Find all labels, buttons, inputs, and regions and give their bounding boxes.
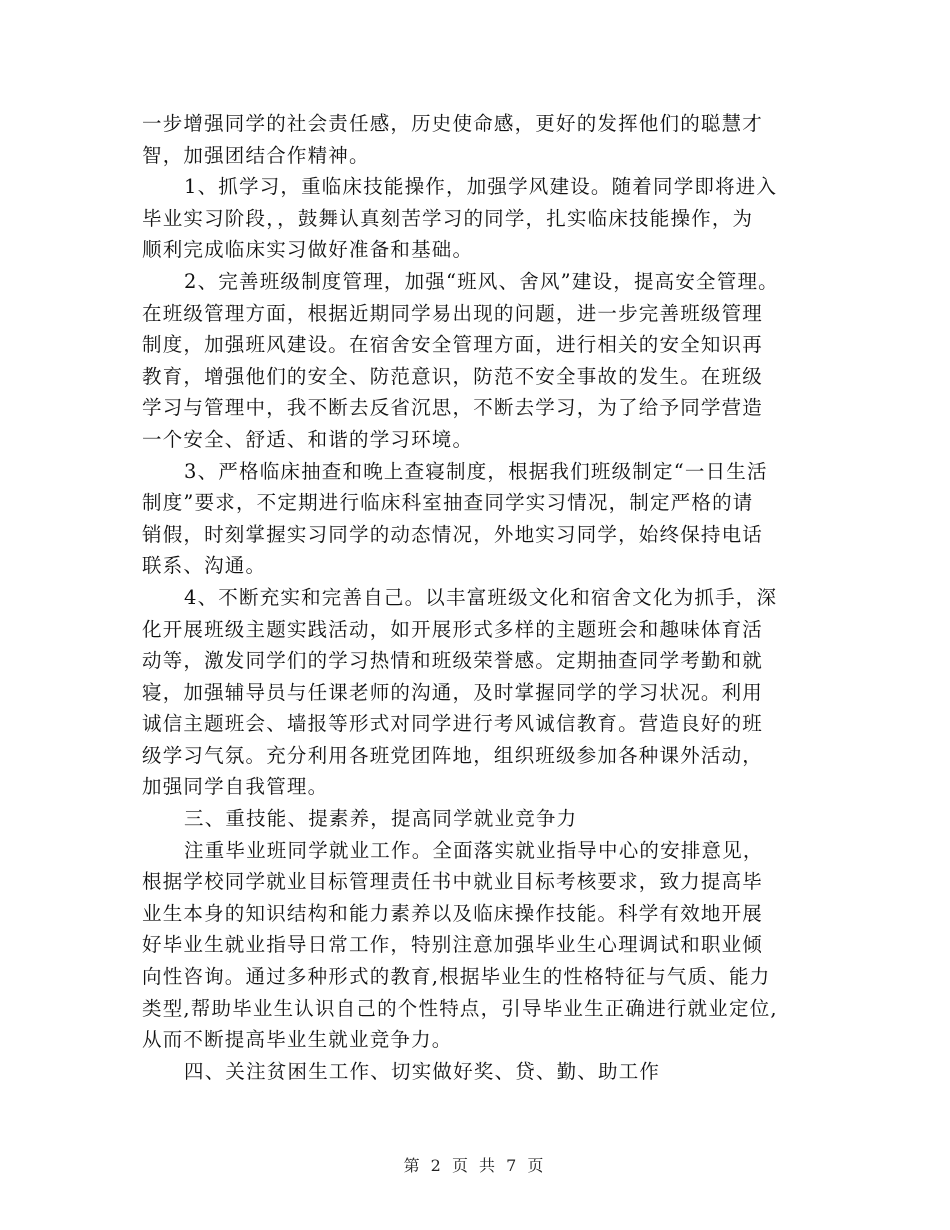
text-line: 智，加强团结合作精神。 <box>142 143 370 167</box>
text-line: 毕业实习阶段，，鼓舞认真刻苦学习的同学，扎实临床技能操作，为 <box>142 206 754 230</box>
text-line: 学习与管理中，我不断去反省沉思，不断去学习，为了给予同学营造 <box>142 396 764 420</box>
text-line: 三、重技能、提素养，提高同学就业竞争力 <box>184 807 578 831</box>
text-line: 寝，加强辅导员与任课老师的沟通，及时掌握同学的学习状况。利用 <box>142 680 764 704</box>
text-line: 1、抓学习，重临床技能操作，加强学风建设。随着同学即将进入 <box>184 175 778 199</box>
text-line: 化开展班级主题实践活动，如开展形式多样的主题班会和趣味体育活 <box>142 617 764 641</box>
text-line: 注重毕业班同学就业工作。全面落实就业指导中心的安排意见， <box>184 838 764 862</box>
text-line: 从而不断提高毕业生就业竞争力。 <box>142 1028 453 1052</box>
text-line: 联系、沟通。 <box>142 554 267 578</box>
text-line: 2、完善班级制度管理，加强“班风、舍风”建设，提高安全管理。 <box>184 269 779 293</box>
text-line: 向性咨询。通过多种形式的教育,根据毕业生的性格特征与气质、能力 <box>142 965 771 989</box>
text-line: 诚信主题班会、墙报等形式对同学进行考风诚信教育。营造良好的班 <box>142 712 764 736</box>
text-line: 一步增强同学的社会责任感，历史使命感，更好的发挥他们的聪慧才 <box>142 112 764 135</box>
text-line: 根据学校同学就业目标管理责任书中就业目标考核要求，致力提高毕 <box>142 870 764 894</box>
text-line: 教育，增强他们的安全、防范意识，防范不安全事故的发生。在班级 <box>142 364 764 388</box>
text-line: 制度”要求，不定期进行临床科室抽查同学实习情况，制定严格的请 <box>142 491 754 515</box>
text-line: 业生本身的知识结构和能力素养以及临床操作技能。科学有效地开展 <box>142 901 764 925</box>
text-line: 3、严格临床抽查和晚上查寝制度，根据我们班级制定“一日生活 <box>184 459 768 483</box>
text-line: 制度，加强班风建设。在宿舍安全管理方面，进行相关的安全知识再 <box>142 333 764 357</box>
document-body <box>142 108 822 1087</box>
text-line: 四、关注贫困生工作、切实做好奖、贷、勤、助工作 <box>184 1059 661 1083</box>
text-line: 一个安全、舒适、和谐的学习环境。 <box>142 427 474 451</box>
text-line: 动等，激发同学们的学习热情和班级荣誉感。定期抽查同学考勤和就 <box>142 649 764 673</box>
text-line: 销假，时刻掌握实习同学的动态情况，外地实习同学，始终保持电话 <box>142 522 764 546</box>
page-number-footer: 第 2 页 共 7 页 <box>403 1156 547 1175</box>
text-line: 好毕业生就业指导日常工作，特别注意加强毕业生心理调试和职业倾 <box>142 933 764 957</box>
text-line: 在班级管理方面，根据近期同学易出现的问题，进一步完善班级管理 <box>142 301 764 325</box>
text-line: 加强同学自我管理。 <box>142 775 329 799</box>
text-line: 级学习气氛。充分利用各班党团阵地，组织班级参加各种课外活动， <box>142 743 764 767</box>
text-line: 顺利完成临床实习做好准备和基础。 <box>142 238 474 262</box>
text-line: 类型,帮助毕业生认识自己的个性特点，引导毕业生正确进行就业定位, <box>142 996 778 1020</box>
text-line: 4、不断充实和完善自己。以丰富班级文化和宿舍文化为抓手，深 <box>184 585 778 609</box>
